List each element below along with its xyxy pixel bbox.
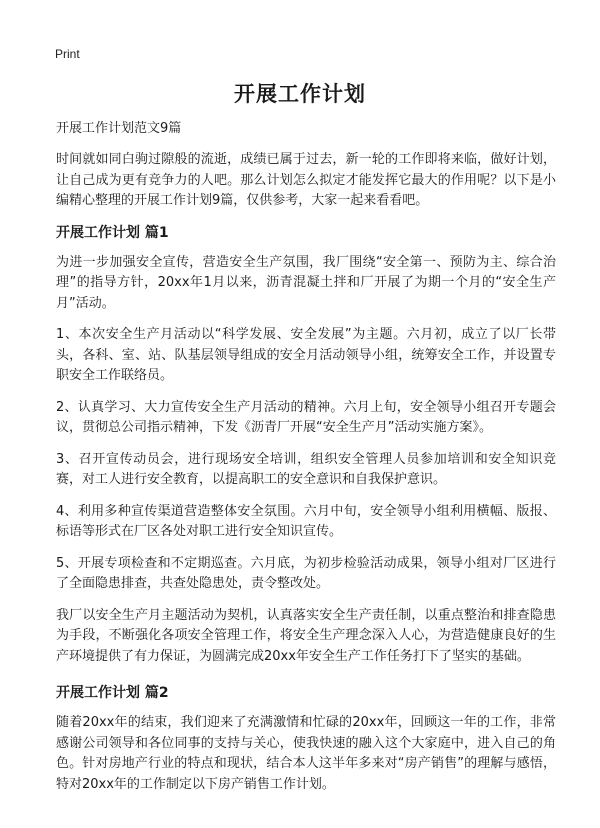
document-body bbox=[56, 120, 556, 806]
section-heading-2: 开展工作计划 篇2 bbox=[56, 685, 169, 701]
print-label[interactable]: Print bbox=[55, 47, 80, 61]
page-title: 开展工作计划 bbox=[234, 82, 366, 106]
section-1-paragraph: 1、本次安全生产月活动以“科学发展、安全发展”为主题。六月初，成立了以厂长带头，各科、室、站、队基层领导组成的安全月活动领导小组，统筹安全工作，并设置专职安全工作联络员。 bbox=[56, 327, 556, 383]
section-1-paragraph: 为进一步加强安全宣传，营造安全生产氛围，我厂围绕“安全第一、预防为主、综合治理”的指导方针，20xx年1月以来，沥青混凝土拌和厂开展了为期一个月的“安全生产月”活动。 bbox=[56, 254, 556, 311]
section-1-paragraph: 我厂以安全生产月主题活动为契机，认真落实安全生产责任制，以重点整治和排查隐患为手段，不断强化各项安全管理工作，将安全生产理念深入人心，为营造健康良好的生产环境提供了有力保证，为圆满完成20xx年安全生产工作任务打下了坚实的基础。 bbox=[56, 607, 556, 664]
document-subtitle: 开展工作计划范文9篇 bbox=[56, 121, 182, 136]
section-1-paragraph: 4、利用多种宣传渠道营造整体安全氛围。六月中旬，安全领导小组利用横幅、版报、标语等形式在厂区各处对职工进行安全知识宣传。 bbox=[56, 503, 556, 539]
section-heading-1: 开展工作计划 篇1 bbox=[56, 224, 169, 241]
section-1-paragraph: 3、召开宣传动员会，进行现场安全培训，组织安全管理人员参加培训和安全知识竞赛，对工人进行安全教育，以提高职工的安全意识和自我保护意识。 bbox=[56, 451, 556, 487]
section-1-paragraph: 5、开展专项检查和不定期巡查。六月底，为初步检验活动成果，领导小组对厂区进行了全面隐患排查，共查处隐患处，责令整改处。 bbox=[56, 555, 556, 591]
section-1-paragraph: 2、认真学习、大力宣传安全生产月活动的精神。六月上旬，安全领导小组召开专题会议，贯彻总公司指示精神，下发《沥青厂开展“安全生产月”活动实施方案》。 bbox=[56, 399, 556, 435]
section-2-paragraph: 随着20xx年的结束，我们迎来了充满激情和忙碌的20xx年，回顾这一年的工作，非常感谢公司领导和各位同事的支持与关心，使我快速的融入这个大家庭中，进入自己的角色。针对房地产行业的特点和现状，结合本人这半年多来对“房产销售”的理解与感悟，特对20xx年的工作制定以下房产销售工作计划。 bbox=[56, 715, 556, 792]
intro-paragraph: 时间就如同白驹过隙般的流逝，成绩已属于过去，新一轮的工作即将来临，做好计划，让自己成为更有竞争力的人吧。那么计划怎么拟定才能发挥它最大的作用呢？以下是小编精心整理的开展工作计划9篇，仅供参考，大家一起来看看吧。 bbox=[56, 152, 556, 208]
